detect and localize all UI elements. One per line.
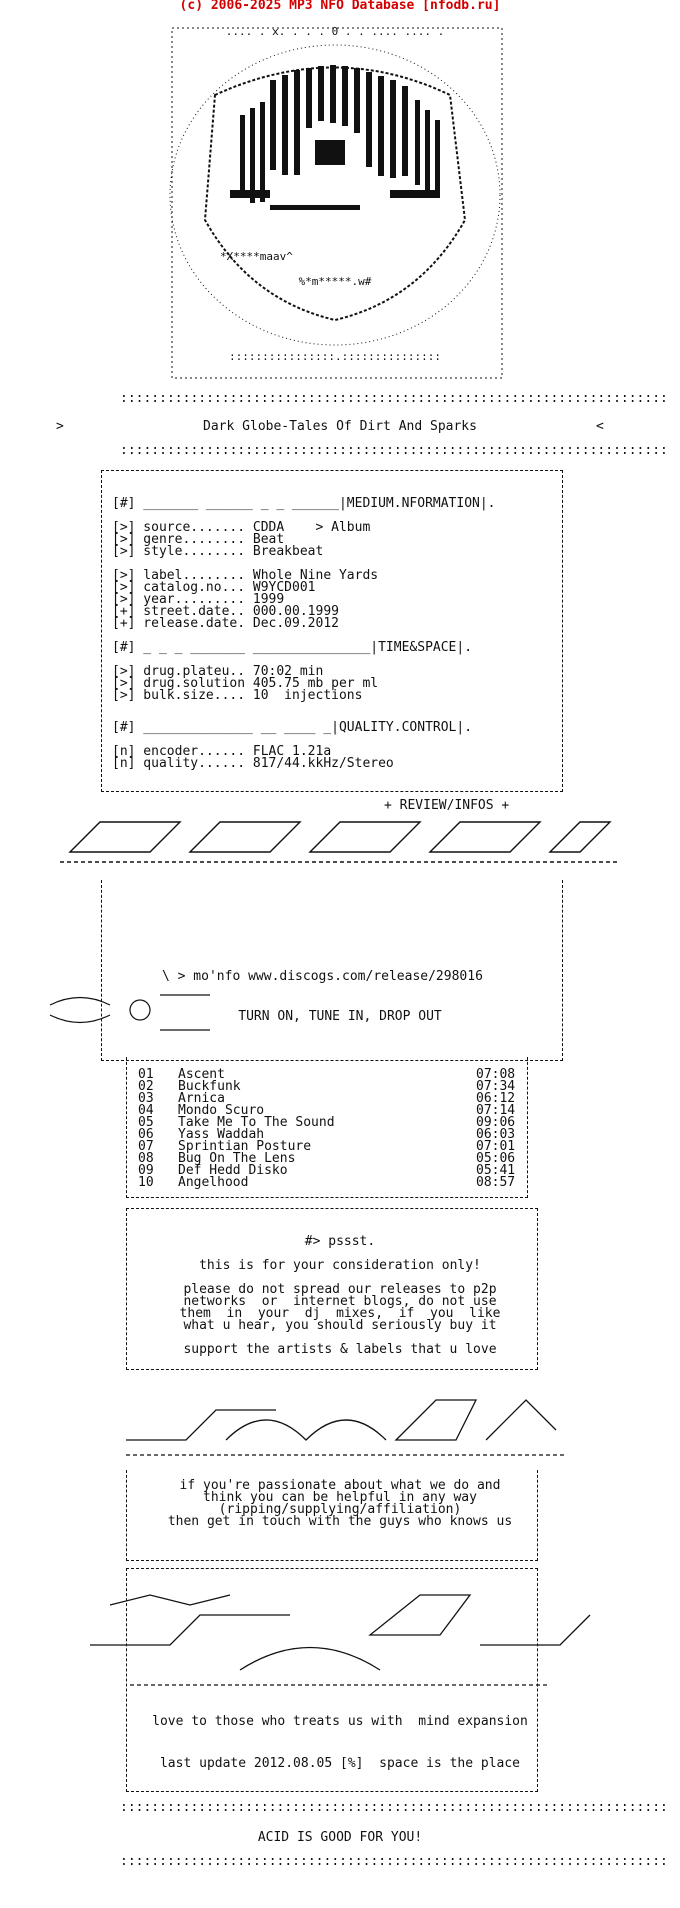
track-number: 01 [138,1067,154,1082]
track-row [0,1117,680,1129]
track-duration: 06:03 [476,1127,516,1142]
media-row: [+] release.date. Dec.09.2012 [112,616,339,631]
quality-row: [n] encoder...... FLAC 1.21a [112,744,332,759]
track-duration: 05:06 [476,1151,516,1166]
track-title: Ascent [178,1067,225,1082]
track-row [0,1165,680,1177]
track-title: Yass Waddah [178,1127,265,1142]
recruit-line: (ripping/supplying/affiliation) [218,1502,462,1517]
notice-line: please do not spread our releases to p2p [183,1282,497,1297]
track-duration: 07:08 [476,1067,516,1082]
track-number: 06 [138,1127,154,1142]
separator-line: :::::::::::::::::::::::::::::::::::::::::::::::::::::::::::::::::::::: [120,443,668,458]
track-row [0,1093,680,1105]
track-title: Sprintian Posture [178,1139,312,1154]
discogs-link[interactable]: \ > mo'nfo www.discogs.com/release/298016 [162,969,483,984]
svg-text:%*m*****.w#: %*m*****.w# [298,275,372,288]
notice-line: what u hear, you should seriously buy it [183,1318,497,1333]
title-right-arrow: < [596,419,604,434]
track-row [0,1153,680,1165]
track-number: 08 [138,1151,154,1166]
time-row: [>] bulk.size.... 10 injections [112,688,363,703]
svg-text:::::::::::::::::.:::::::::::::: ::::::::::::::::.::::::::::::::: [229,350,441,363]
separator-line: :::::::::::::::::::::::::::::::::::::::::::::::::::::::::::::::::::::: [120,391,668,406]
footer-love-line: love to those who treats us with mind expansion [152,1714,528,1729]
media-row: [>] style........ Breakbeat [112,544,324,559]
recruit-line: then get in touch with the guys who knows us [167,1514,513,1529]
media-row: [>] source....... CDDA > Album [112,520,371,535]
notice-subheading: this is for your consideration only! [199,1258,481,1273]
tagline: TURN ON, TUNE IN, DROP OUT [238,1009,442,1024]
globe-ascii-art [120,20,550,385]
time-row: [>] drug.solution 405.75 mb per ml [112,676,379,691]
track-number: 02 [138,1079,154,1094]
footer-update-line: last update 2012.08.05 [%] space is the place [159,1756,521,1771]
track-duration: 09:06 [476,1115,516,1130]
track-row [0,1069,680,1081]
track-row [0,1177,680,1189]
separator-line: :::::::::::::::::::::::::::::::::::::::::::::::::::::::::::::::::::::: [120,1800,668,1815]
track-row [0,1129,680,1141]
track-number: 09 [138,1163,154,1178]
media-row: [>] catalog.no... W9YCD001 [112,580,316,595]
track-duration: 05:41 [476,1163,516,1178]
track-number: 05 [138,1115,154,1130]
track-number: 10 [138,1175,154,1190]
closing-line: ACID IS GOOD FOR YOU! [257,1830,423,1845]
media-row: [>] label........ Whole Nine Yards [112,568,379,583]
quality-heading: [#] ______________ __ ____ _|QUALITY.CONTROL|. [112,720,473,735]
media-row: [+] street.date.. 000.00.1999 [112,604,339,619]
release-title: Dark Globe-Tales Of Dirt And Sparks [203,419,477,434]
track-row [0,1141,680,1153]
track-title: Arnica [178,1091,225,1106]
track-title: Take Me To The Sound [178,1115,335,1130]
media-heading: [#] _______ ______ _ _ ______|MEDIUM.NFORMATION|. [112,496,496,511]
track-title: Buckfunk [178,1079,241,1094]
track-duration: 07:34 [476,1079,516,1094]
track-number: 07 [138,1139,154,1154]
track-duration: 06:12 [476,1091,516,1106]
track-title: Bug On The Lens [178,1151,296,1166]
notice-line: them in your dj mixes, if you like [179,1306,501,1321]
review-banner-ascii-art [60,812,620,872]
separator-line: :::::::::::::::::::::::::::::::::::::::::::::::::::::::::::::::::::::: [120,1854,668,1869]
copyright-line[interactable]: (c) 2006-2025 MP3 NFO Database [nfodb.ru] [179,0,501,13]
track-title: Angelhood [178,1175,249,1190]
track-number: 04 [138,1103,154,1118]
media-row: [>] genre........ Beat [112,532,285,547]
svg-text:.... . x. . . . 0 . . .... ..: .... . x. . . . 0 . . .... .... . [225,25,445,38]
recruit-line: think you can be helpful in any way [203,1490,477,1505]
time-row: [>] drug.plateu.. 70:02 min [112,664,324,679]
notice-heading: #> pssst. [304,1234,376,1249]
notice-line: networks or internet blogs, do not use [183,1294,497,1309]
svg-text:*X****maav^: *X****maav^ [220,250,293,263]
track-number: 03 [138,1091,154,1106]
track-duration: 07:14 [476,1103,516,1118]
track-row [0,1105,680,1117]
recruit-line: if you're passionate about what we do and [179,1478,501,1493]
quality-row: [n] quality...... 817/44.kkHz/Stereo [112,756,394,771]
track-title: Mondo Scuro [178,1103,265,1118]
track-duration: 07:01 [476,1139,516,1154]
review-heading: + REVIEW/INFOS + [384,798,510,813]
media-row: [>] year......... 1999 [112,592,285,607]
recruit-banner-ascii-art [126,1380,566,1470]
track-title: Def Hedd Disko [178,1163,288,1178]
title-left-arrow: > [56,419,64,434]
track-duration: 08:57 [476,1175,516,1190]
track-row [0,1081,680,1093]
footer-banner-ascii-art [90,1575,590,1700]
notice-support: support the artists & labels that u love [183,1342,497,1357]
time-heading: [#] _ _ _ _______ _______________|TIME&SPACE|. [112,640,473,655]
